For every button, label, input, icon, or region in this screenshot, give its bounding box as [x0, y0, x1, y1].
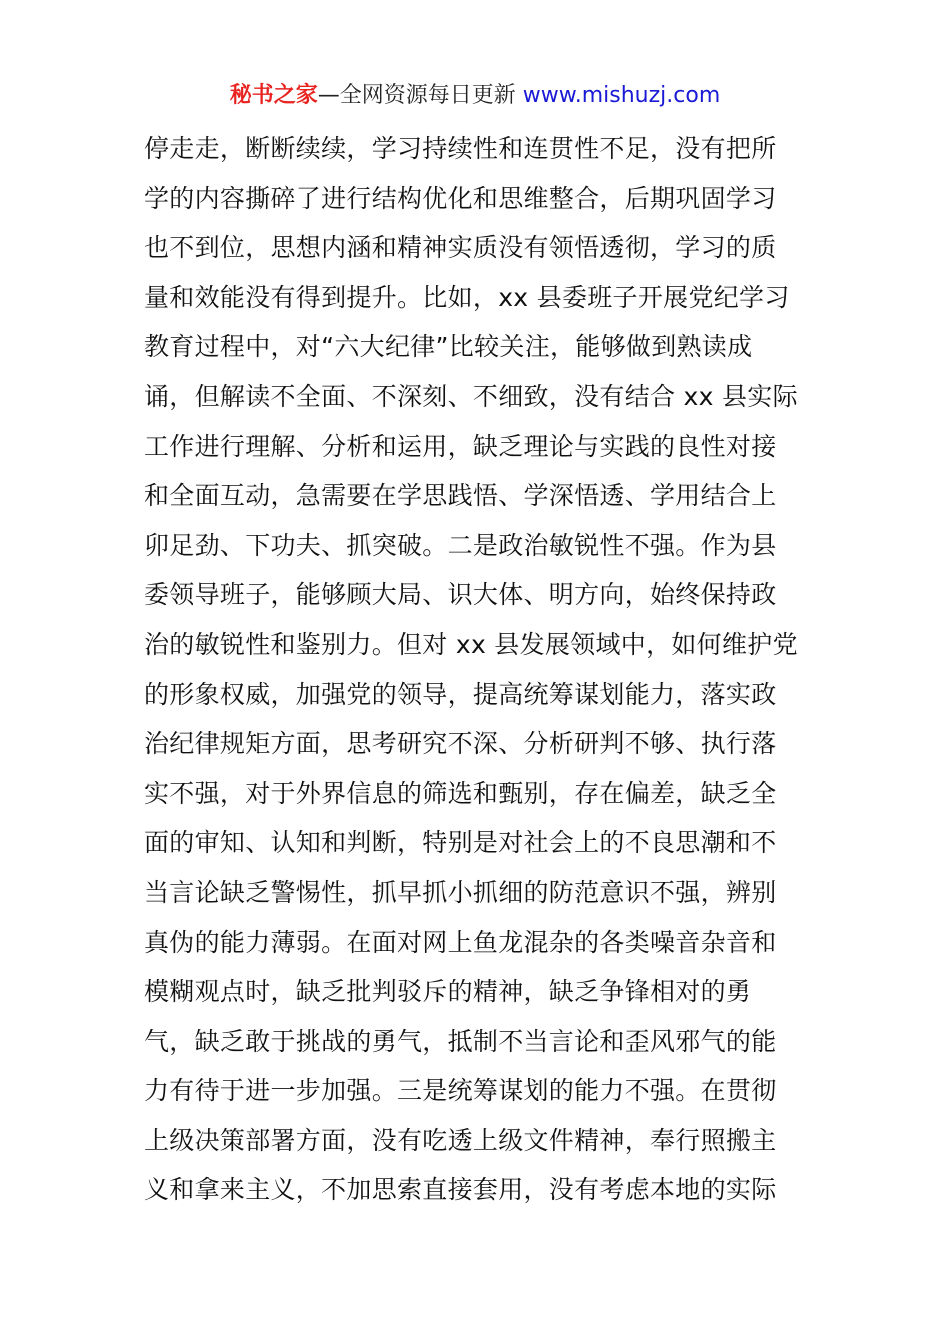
body-line: 气，缺乏敢于挑战的勇气，抵制不当言论和歪风邪气的能 — [144, 1026, 777, 1056]
body-line: 学的内容撕碎了进行结构优化和思维整合，后期巩固学习 — [144, 183, 777, 213]
body-line: 量和效能没有得到提升。比如，xx 县委班子开展党纪学习 — [144, 282, 790, 312]
site-tagline: —全网资源每日更新 — [317, 83, 516, 108]
body-line: 治的敏锐性和鉴别力。但对 xx 县发展领域中，如何维护党 — [144, 629, 798, 659]
body-line: 义和拿来主义，不加思索直接套用，没有考虑本地的实际 — [144, 1175, 777, 1205]
site-url-link[interactable]: www.mishuzj.com — [522, 83, 721, 108]
body-line: 实不强，对于外界信息的筛选和甄别，存在偏差，缺乏全 — [144, 778, 777, 808]
body-line: 面的审知、认知和判断，特别是对社会上的不良思潮和不 — [144, 828, 777, 858]
site-brand: 秘书之家 — [229, 83, 318, 108]
body-line: 的形象权威，加强党的领导，提高统筹谋划能力，落实政 — [144, 679, 777, 709]
site-header — [0, 80, 950, 112]
body-line: 上级决策部署方面，没有吃透上级文件精神，奉行照搬主 — [144, 1125, 777, 1155]
body-line: 治纪律规矩方面，思考研究不深、分析研判不够、执行落 — [144, 729, 777, 759]
body-line: 诵，但解读不全面、不深刻、不细致，没有结合 xx 县实际 — [144, 381, 798, 411]
body-line: 教育过程中，对“六大纪律”比较关注，能够做到熟读成 — [144, 332, 753, 362]
body-line: 停走走，断断续续，学习持续性和连贯性不足，没有把所 — [144, 134, 777, 163]
body-line: 真伪的能力薄弱。在面对网上鱼龙混杂的各类噪音杂音和 — [144, 927, 777, 957]
body-line: 模糊观点时，缺乏批判驳斥的精神，缺乏争锋相对的勇 — [144, 977, 752, 1007]
body-line: 和全面互动，急需要在学思践悟、学深悟透、学用结合上 — [144, 481, 777, 511]
body-line: 委领导班子，能够顾大局、识大体、明方向，始终保持政 — [144, 580, 777, 610]
body-line: 也不到位，思想内涵和精神实质没有领悟透彻，学习的质 — [144, 233, 777, 263]
body-line: 力有待于进一步加强。三是统筹谋划的能力不强。在贯彻 — [144, 1076, 777, 1106]
document-body — [144, 124, 824, 1215]
body-line: 工作进行理解、分析和运用，缺乏理论与实践的良性对接 — [144, 431, 777, 461]
body-line: 卯足劲、下功夫、抓突破。二是政治敏锐性不强。作为县 — [144, 530, 777, 560]
body-line: 当言论缺乏警惕性，抓早抓小抓细的防范意识不强，辨别 — [144, 877, 777, 907]
